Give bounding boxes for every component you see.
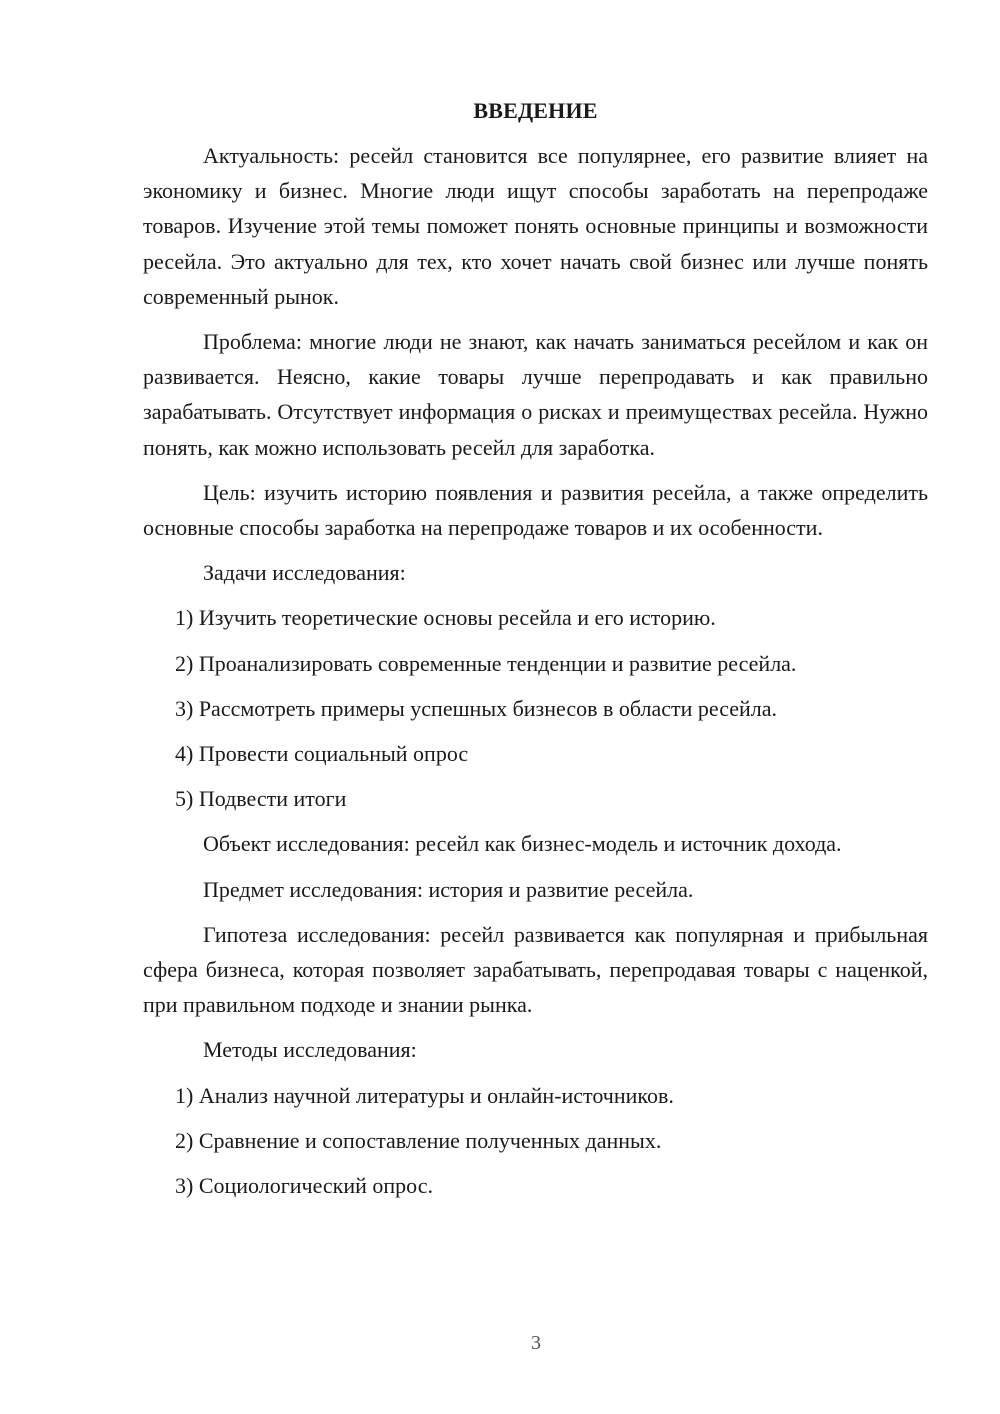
- task-item: 5) Подвести итоги: [175, 786, 347, 812]
- task-item: 2) Проанализировать современные тенденции и развитие ресейла.: [175, 650, 797, 676]
- relevance-paragraph: Актуальность: ресейл становится все популярнее, его развитие влияет на экономику и бизнес. Многие люди ищут способы заработать на перепродаже товаров. Изучение этой темы поможет понять основные принципы и возможности ресейла. Это актуально для тех, кто хочет начать свой бизнес или лучше понять современный рынок.: [143, 143, 928, 309]
- method-item: 2) Сравнение и сопоставление полученных данных.: [175, 1127, 662, 1153]
- object-paragraph: Объект исследования: ресейл как бизнес-модель и источник дохода.: [203, 831, 842, 857]
- page-number: 3: [531, 1332, 541, 1354]
- page-title: ВВЕДЕНИЕ: [473, 98, 598, 123]
- method-item: 1) Анализ научной литературы и онлайн-источников.: [175, 1082, 674, 1108]
- method-item: 3) Социологический опрос.: [175, 1173, 433, 1199]
- goal-paragraph: Цель: изучить историю появления и развития ресейла, а также определить основные способы заработка на перепродаже товаров и их особенности.: [143, 479, 928, 541]
- tasks-label: Задачи исследования:: [203, 560, 406, 586]
- task-item: 4) Провести социальный опрос: [175, 741, 469, 767]
- methods-label: Методы исследования:: [203, 1037, 417, 1063]
- hypothesis-paragraph: Гипотеза исследования: ресейл развивается как популярная и прибыльная сфера бизнеса, которая позволяет зарабатывать, перепродавая товары с наценкой, при правильном подходе и знании рынка.: [143, 921, 928, 1018]
- task-item: 1) Изучить теоретические основы ресейла и его историю.: [175, 605, 716, 631]
- tasks-list: [143, 600, 928, 816]
- problem-paragraph: Проблема: многие люди не знают, как начать заниматься ресейлом и как он развивается. Неясно, какие товары лучше перепродавать и как правильно зарабатывать. Отсутствует информация о рисках и преимуществах ресейла. Нужно понять, как можно использовать ресейл для заработка.: [143, 329, 928, 460]
- methods-list: [143, 1078, 928, 1204]
- subject-paragraph: Предмет исследования: история и развитие ресейла.: [203, 876, 694, 902]
- task-item: 3) Рассмотреть примеры успешных бизнесов в области ресейла.: [175, 695, 778, 721]
